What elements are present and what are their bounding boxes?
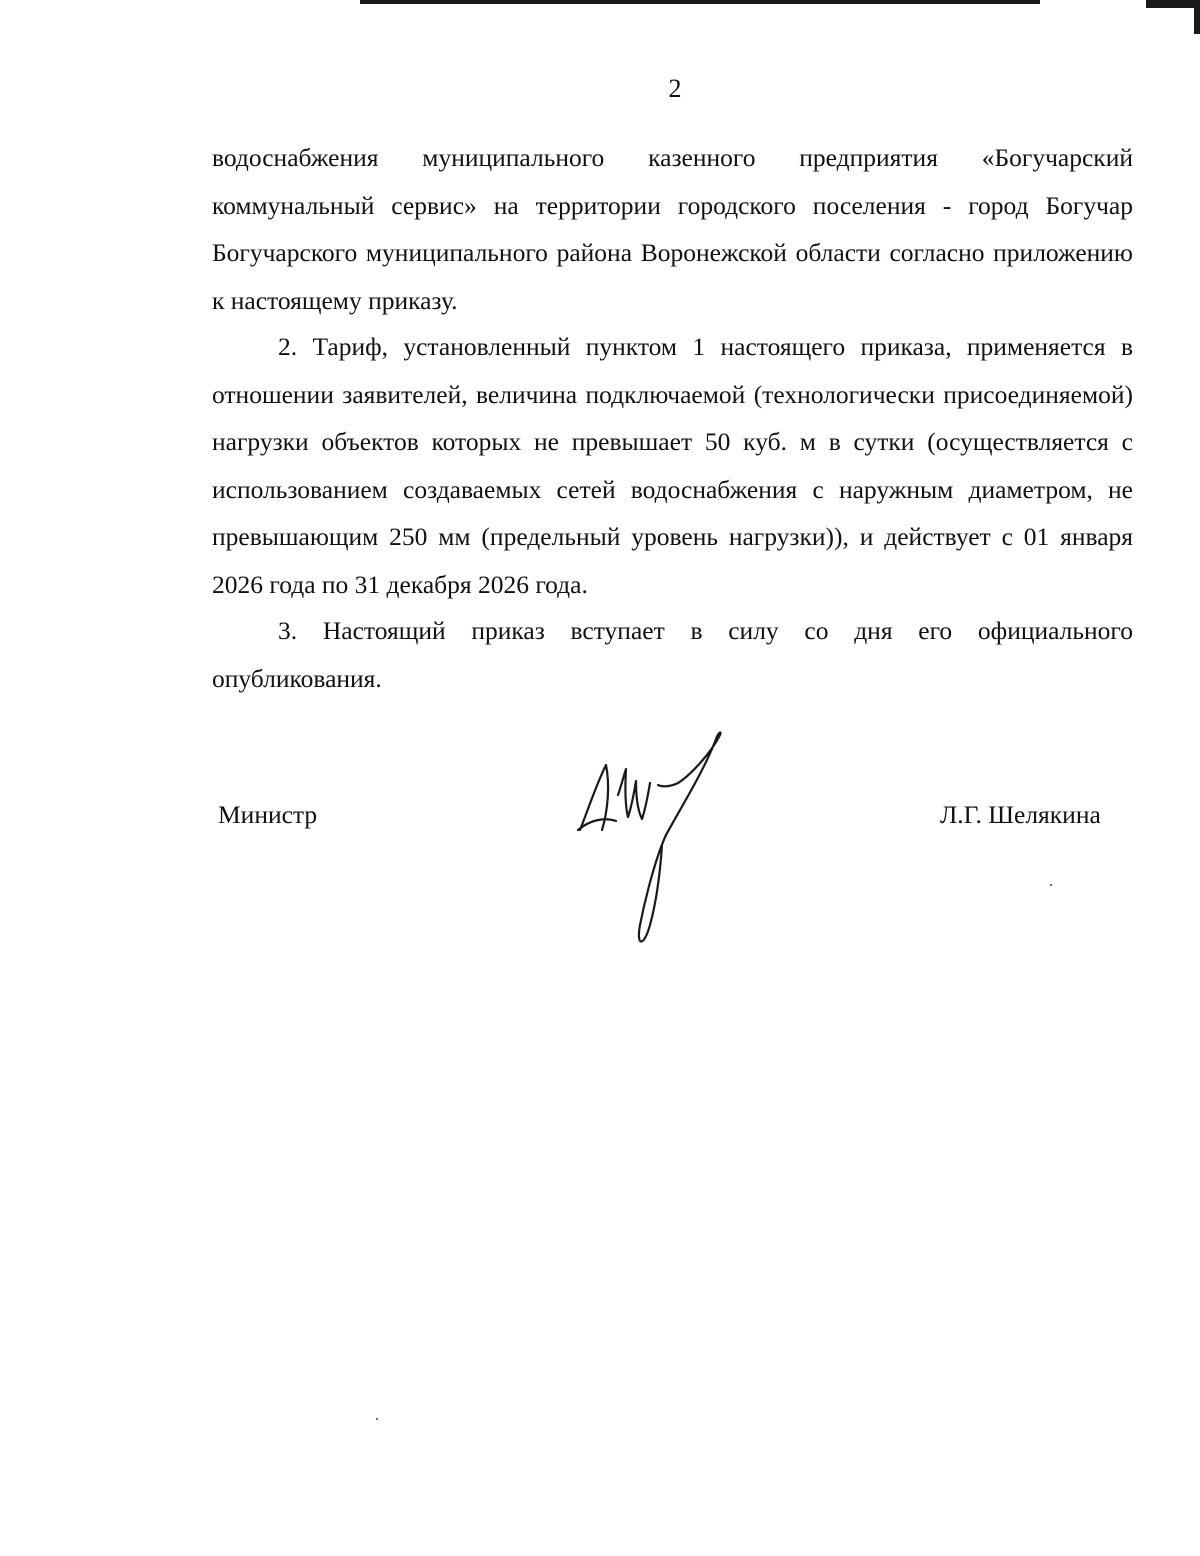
paragraph-continuation	[212, 134, 1133, 324]
scan-speck	[376, 1418, 378, 1420]
page-number: 2	[668, 74, 682, 103]
scan-speck	[1050, 884, 1052, 886]
signature-icon	[570, 725, 740, 955]
paragraph-text: 2. Тариф, установленный пунктом 1 настоящего приказа, применяется в отношении заявителей, величина подключаемой (технологически присоединяемой) нагрузки объектов которых не превышает 50 куб. м в сутки (осуществляется с использованием создаваемых сетей водоснабжения с наружным диаметром, не превышающим 250 мм (предельный уровень нагрузки)), и действует с 01 января 2026 года по 31 декабря 2026 года.	[212, 332, 1133, 599]
paragraph-text: 3. Настоящий приказ вступает в силу со дня его официального опубликования.	[212, 616, 1133, 693]
paragraph-text: водоснабжения муниципального казенного предприятия «Богучарский коммунальный сервис» на территории городского поселения - город Богучар Богучарского муниципального района Воронежской области согласно приложению к настоящему приказу.	[212, 143, 1133, 315]
signer-name: Л.Г. Шелякина	[940, 800, 1101, 829]
scan-edge-corner-bar	[1194, 0, 1200, 34]
scan-edge-corner	[1146, 0, 1200, 8]
paragraph-item-2	[212, 323, 1133, 608]
signer-position: Министр	[218, 800, 318, 829]
paragraph-item-3	[212, 607, 1133, 702]
scan-edge-top	[360, 0, 1040, 4]
